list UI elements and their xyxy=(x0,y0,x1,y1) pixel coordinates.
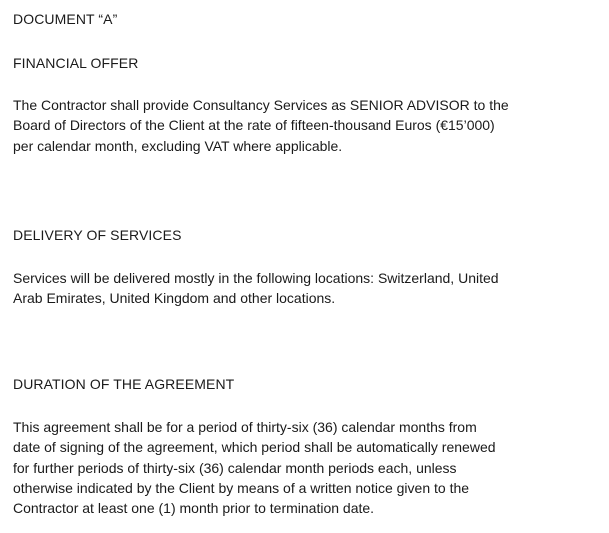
paragraph-line: for further periods of thirty-six (36) calendar month periods each, unless xyxy=(13,459,457,476)
paragraph-line: per calendar month, excluding VAT where applicable. xyxy=(13,137,343,154)
paragraph-line: Contractor at least one (1) month prior to termination date. xyxy=(13,500,375,517)
paragraph-line: The Contractor shall provide Consultancy Services as SENIOR ADVISOR to the xyxy=(13,97,509,113)
section-heading-delivery-of-services: DELIVERY OF SERVICES xyxy=(13,227,182,243)
paragraph-line: Services will be delivered mostly in the following locations: Switzerland, United xyxy=(13,270,499,286)
paragraph-line: Arab Emirates, United Kingdom and other locations. xyxy=(13,290,336,307)
paragraph-line: Board of Directors of the Client at the rate of fifteen-thousand Euros (€15’000) xyxy=(13,117,495,134)
delivery-of-services-paragraph xyxy=(13,268,603,309)
paragraph-line: otherwise indicated by the Client by means of a written notice given to the xyxy=(13,479,470,496)
duration-of-agreement-paragraph xyxy=(13,417,603,518)
document-title: DOCUMENT “A” xyxy=(13,11,118,27)
financial-offer-paragraph xyxy=(13,95,603,156)
section-heading-duration-of-agreement: DURATION OF THE AGREEMENT xyxy=(13,376,235,392)
paragraph-line: This agreement shall be for a period of thirty-six (36) calendar months from xyxy=(13,419,477,435)
section-heading-financial-offer: FINANCIAL OFFER xyxy=(13,55,139,71)
paragraph-line: date of signing of the agreement, which period shall be automatically renewed xyxy=(13,439,496,456)
